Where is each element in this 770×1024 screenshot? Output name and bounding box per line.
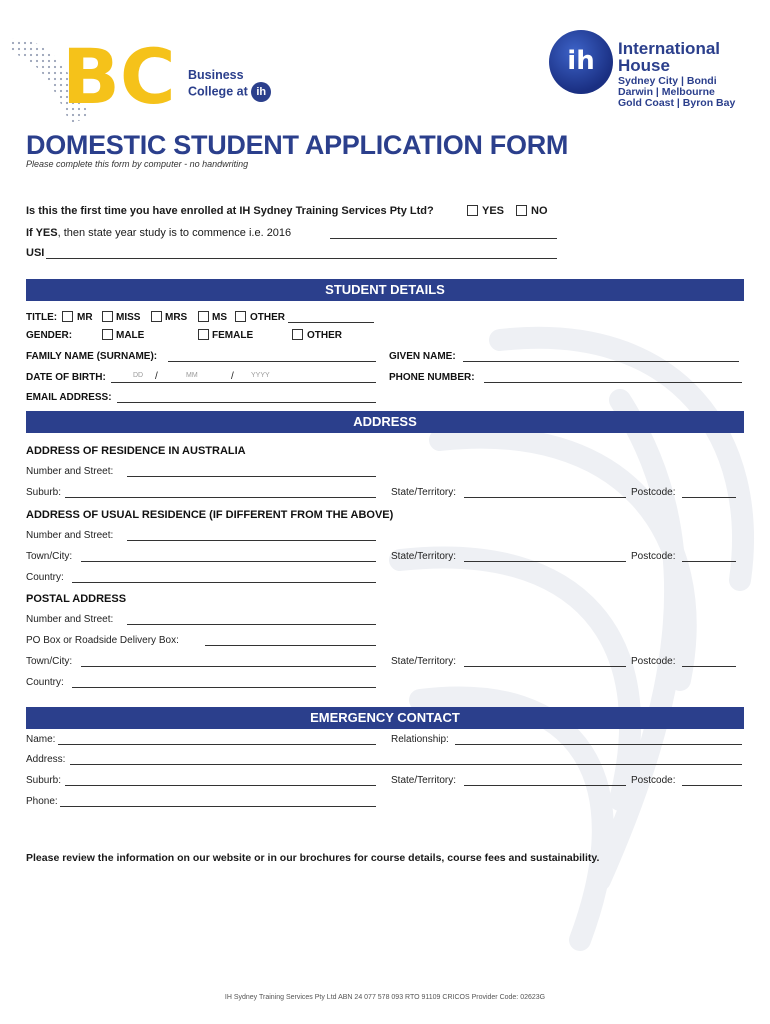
other-title-checkbox[interactable] bbox=[235, 311, 246, 322]
dob-month-placeholder: MM bbox=[186, 372, 198, 379]
dob-slash-2: / bbox=[231, 371, 234, 382]
family-name-field[interactable] bbox=[168, 361, 376, 362]
dob-label: DATE OF BIRTH: bbox=[26, 372, 106, 383]
postal-street-field[interactable] bbox=[127, 624, 376, 625]
given-name-field[interactable] bbox=[463, 361, 739, 362]
res-state-label: State/Territory: bbox=[391, 487, 457, 498]
postal-state-field[interactable] bbox=[464, 666, 626, 667]
postal-postcode-field[interactable] bbox=[682, 666, 736, 667]
yes-checkbox[interactable] bbox=[467, 205, 478, 216]
postal-heading: POSTAL ADDRESS bbox=[26, 593, 127, 605]
female-label: FEMALE bbox=[212, 330, 254, 341]
postal-country-field[interactable] bbox=[72, 687, 376, 688]
usi-label: USI bbox=[26, 247, 45, 259]
bc-letters: BC bbox=[62, 32, 176, 121]
other-title-label: OTHER bbox=[250, 312, 285, 323]
bc-tagline: Business College at ih bbox=[188, 68, 271, 102]
ms-checkbox[interactable] bbox=[198, 311, 209, 322]
dob-slash-1: / bbox=[155, 371, 158, 382]
no-label: NO bbox=[531, 205, 548, 217]
usual-postcode-field[interactable] bbox=[682, 561, 736, 562]
usual-town-field[interactable] bbox=[81, 561, 376, 562]
em-phone-field[interactable] bbox=[60, 806, 376, 807]
usual-town-label: Town/City: bbox=[26, 551, 73, 562]
ih-name: International House bbox=[618, 39, 721, 75]
given-name-label: GIVEN NAME: bbox=[389, 351, 456, 362]
usual-postcode-label: Postcode: bbox=[631, 551, 676, 562]
usi-field[interactable] bbox=[46, 258, 557, 259]
em-name-label: Name: bbox=[26, 734, 56, 745]
usual-residence-heading: ADDRESS OF USUAL RESIDENCE (IF DIFFERENT FROM THE ABOVE) bbox=[26, 509, 394, 521]
miss-label: MISS bbox=[116, 312, 141, 323]
em-state-label: State/Territory: bbox=[391, 775, 457, 786]
usual-state-label: State/Territory: bbox=[391, 551, 457, 562]
yes-label: YES bbox=[482, 205, 505, 217]
postal-town-field[interactable] bbox=[81, 666, 376, 667]
ih-locations: Sydney City | Bondi Darwin | Melbourne Gold Coast | Byron Bay bbox=[618, 75, 736, 109]
res-street-label: Number and Street: bbox=[26, 466, 114, 477]
footer-legal: IH Sydney Training Services Pty Ltd ABN 24 077 578 093 RTO 91109 CRICOS Provider Code: 02623G bbox=[224, 994, 546, 1001]
usual-state-field[interactable] bbox=[464, 561, 626, 562]
res-street-field[interactable] bbox=[127, 476, 376, 477]
postal-town-label: Town/City: bbox=[26, 656, 73, 667]
address-bar: ADDRESS bbox=[26, 411, 744, 433]
res-state-field[interactable] bbox=[464, 497, 626, 498]
po-box-field[interactable] bbox=[205, 645, 376, 646]
dob-field[interactable] bbox=[111, 382, 376, 383]
mrs-label: MRS bbox=[165, 312, 188, 323]
email-field[interactable] bbox=[117, 402, 376, 403]
page-title: DOMESTIC STUDENT APPLICATION FORM bbox=[26, 130, 569, 160]
em-relationship-field[interactable] bbox=[455, 744, 742, 745]
postal-state-label: State/Territory: bbox=[391, 656, 457, 667]
dob-year-placeholder: YYYY bbox=[251, 372, 270, 379]
miss-checkbox[interactable] bbox=[102, 311, 113, 322]
po-box-label: PO Box or Roadside Delivery Box: bbox=[26, 635, 179, 646]
ih-logo-letters: ih bbox=[567, 46, 595, 76]
usual-country-field[interactable] bbox=[72, 582, 376, 583]
emergency-contact-bar: EMERGENCY CONTACT bbox=[26, 707, 744, 729]
usual-country-label: Country: bbox=[26, 572, 64, 583]
no-checkbox[interactable] bbox=[516, 205, 527, 216]
year-commence-field[interactable] bbox=[330, 238, 557, 239]
page-subtitle: Please complete this form by computer - no handwriting bbox=[26, 159, 249, 169]
email-label: EMAIL ADDRESS: bbox=[26, 392, 112, 403]
postal-postcode-label: Postcode: bbox=[631, 656, 676, 667]
gender-label: GENDER: bbox=[26, 330, 73, 341]
dob-day-placeholder: DD bbox=[133, 372, 144, 379]
em-suburb-field[interactable] bbox=[65, 785, 376, 786]
watermark-graphic bbox=[380, 280, 770, 980]
em-phone-label: Phone: bbox=[26, 796, 58, 807]
mr-checkbox[interactable] bbox=[62, 311, 73, 322]
res-suburb-label: Suburb: bbox=[26, 487, 62, 498]
ms-label: MS bbox=[212, 312, 227, 323]
em-postcode-field[interactable] bbox=[682, 785, 742, 786]
student-details-bar: STUDENT DETAILS bbox=[26, 279, 744, 301]
female-checkbox[interactable] bbox=[198, 329, 209, 340]
em-suburb-label: Suburb: bbox=[26, 775, 62, 786]
male-checkbox[interactable] bbox=[102, 329, 113, 340]
usual-street-field[interactable] bbox=[127, 540, 376, 541]
postal-street-label: Number and Street: bbox=[26, 614, 114, 625]
family-name-label: FAMILY NAME (SURNAME): bbox=[26, 351, 158, 362]
year-commence-label: If YES, then state year study is to commence i.e. 2016 bbox=[26, 227, 292, 239]
other-gender-checkbox[interactable] bbox=[292, 329, 303, 340]
other-title-field[interactable] bbox=[288, 322, 374, 323]
first-enrol-question: Is this the first time you have enrolled at IH Sydney Training Services Pty Ltd? bbox=[26, 205, 434, 217]
em-postcode-label: Postcode: bbox=[631, 775, 676, 786]
mrs-checkbox[interactable] bbox=[151, 311, 162, 322]
em-address-field[interactable] bbox=[70, 764, 742, 765]
res-postcode-label: Postcode: bbox=[631, 487, 676, 498]
em-state-field[interactable] bbox=[464, 785, 626, 786]
phone-label: PHONE NUMBER: bbox=[389, 372, 475, 383]
mr-label: MR bbox=[77, 312, 93, 323]
res-postcode-field[interactable] bbox=[682, 497, 736, 498]
other-gender-label: OTHER bbox=[307, 330, 342, 341]
postal-country-label: Country: bbox=[26, 677, 64, 688]
em-address-label: Address: bbox=[26, 754, 66, 765]
male-label: MALE bbox=[116, 330, 145, 341]
course-info-note: Please review the information on our website or in our brochures for course details, course fees and sustainability. bbox=[26, 852, 600, 864]
em-relationship-label: Relationship: bbox=[391, 734, 449, 745]
bc-ih-badge: ih bbox=[251, 82, 271, 102]
em-name-field[interactable] bbox=[58, 744, 376, 745]
usual-street-label: Number and Street: bbox=[26, 530, 114, 541]
res-suburb-field[interactable] bbox=[65, 497, 376, 498]
title-label: TITLE: bbox=[26, 312, 58, 323]
residence-heading: ADDRESS OF RESIDENCE IN AUSTRALIA bbox=[26, 445, 246, 457]
phone-field[interactable] bbox=[484, 382, 742, 383]
